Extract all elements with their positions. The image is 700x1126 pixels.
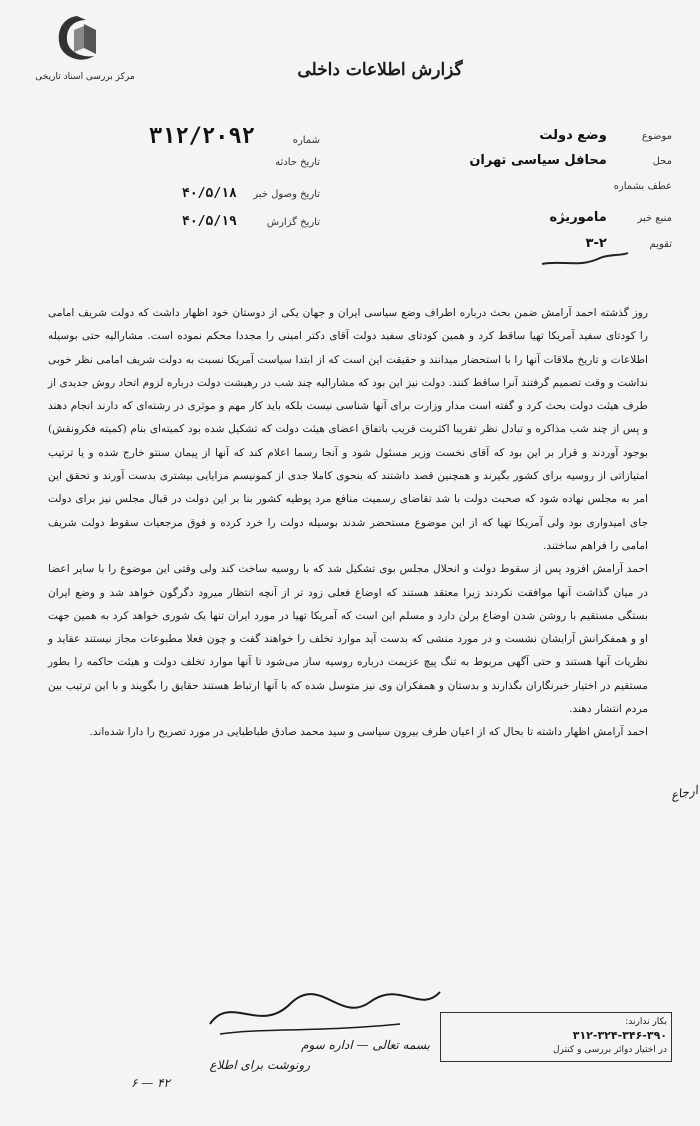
archive-logo [20, 12, 135, 82]
number-value: ۳۱۲/۲۰۹۲ [148, 124, 255, 149]
report-date-value: ۴۰/۵/۱۹ [182, 214, 237, 229]
subject-label: موضوع [641, 131, 672, 142]
place-row [372, 153, 672, 168]
body-paragraph-1: روز گذشته احمد آرامش ضمن بحث درباره اطراف وضع سیاسی ایران و جهان یکی از دوستان خود اظهار داشت که دولت شریف امامی را کودتای سفید آمریکا تهیا ساقط کرد و همین کودتای سفید دولت آقای دکتر امینی را مجددا محکم نموده است. مشارالیه حتی بوسیله اطلاعات و تاریخ ملاقات آنها را با استحضار میدانند و حقیقت این است که از ابتدا سیاست آمریکا نسبت به دولت شریف امامی نظر خوبی نداشت و وقت تصمیم گرفتند آنرا ساقط کنند. دولت نیز این بود که مشارالیه چند شب در رهیشت دولت درباره لزوم اتحاد روش جدیدی از طرف هیئت دولت بحث کرد و گفته است مدار وزارت برای آنها شناسی نیست بلکه باید کار مهم و موثری در رشته‌ای که دارند انجام دهند و پس از چند شب مذاکره و تبادل نظر تقریبا اکثریت قریب باتفاق اعضای هیئت دولت که تشکیل شده بود کمیته‌ای بنام (کمیته فکرونقش) بوجود آوردند و قرار بر این بود که آقای نخست وزیر مسئول شود و آنجا رسما اعلام کند که آنها از پیمان سنتو خارج شده و یا ترتیب امتیازاتی از روسیه برای کشور بگیرند و همچنین قصد داشتند که بنحوی کاملا جدی از کمونیسم مزایایی بیشتری بدست آورند و تحقق این امر به مجلس نهاده شود که صحبت دولت با شد تقاضای رسمیت منافع مرد پوطیه کشور بنا بر این دولت در قبال مجلس نیز برای دولت جای امیدواری بود ولی آمریکا تهیا که از این موضوع مستحضر شدند بوسیله دولت را خرد کرده و فوق مرجعیات سقوط دولت شریف امامی را فراهم ساختند. [48, 307, 648, 552]
source-row [372, 210, 672, 225]
body-paragraph-2: احمد آرامش افزود پس از سقوط دولت و انحلال مجلس بوی تشکیل شد که با روسیه ساخت کند ولی وقتی این موضوع را با سایر اعضا در میان گذاشت آنها موافقت نکردند زیرا معتقد هستند که اوضاع فعلی زود تر از آنچه انتظار میرود دگرگون خواهد شد و وضع ایران بستگی مستقیم با روشن شدن اوضاع برلن دارد و مسلم این است که آمریکا تهیا در مورد ایران تنها یک شوری خواهد کرد به همین جهت او و همفکرانش آرایشان نشست و در مورد منشی که بدست آید موارد تخلف را خواهند گفت و چون فعلا مطبوعات مجاز نیستند عقاید و نظریات آنها هستند و حتی آگهی مربوط به تنگ پیچ عزیمت درباره روسیه ساز می‌شود تا آنها موارد تخلف دولت و هیئت حاکمه را بطور مستقیم در اختیار خبرنگاران بگذارند و بدستان و همفکران وی نیز متوسل شده که با آنها ارتباط هستند حقایق را بگویند و با این ترتیب بین مردم انتشار دهند. [48, 563, 649, 716]
subject-value: وضع دولت [539, 128, 607, 143]
body-paragraph-3: احمد آرامش اظهار داشته تا بحال که از اعیان طرف بیرون سیاسی و سید محمد صادق طباطبایی در مورد تصریح را دارا شده‌اند. [89, 726, 648, 739]
place-value: محافل سیاسی تهران [469, 153, 607, 168]
grade-label: تقویم [649, 239, 672, 250]
distribution-line-2: ۳۱۲-۳۲۴-۳۴۶-۳۹۰ [572, 1029, 667, 1042]
place-label: محل [652, 156, 672, 167]
signature-line-1: بسمه تعالی — اداره سوم [301, 1038, 430, 1052]
reference-label: عطف بشماره [613, 181, 672, 192]
distribution-line-1: بکار ندارند: [625, 1017, 667, 1027]
source-label: منبع خبر [637, 213, 672, 224]
event-date-row [50, 157, 320, 168]
margin-note: ارجاع [669, 783, 700, 803]
grade-value: ۳-۲ [585, 236, 607, 251]
signature-line-2: رونوشت برای اطلاع [209, 1058, 310, 1072]
receive-date-value: ۴۰/۵/۱۸ [182, 186, 237, 201]
number-label: شماره [292, 135, 320, 146]
subject-row [372, 128, 672, 143]
reference-row [372, 181, 672, 192]
distribution-box [440, 1012, 672, 1062]
event-date-label: تاریخ حادثه [275, 157, 320, 168]
report-body [48, 302, 648, 745]
source-value: ماموریژه [549, 210, 607, 225]
report-date-row [50, 214, 320, 229]
distribution-line-3: در اختیار دوائر بررسی و کنترل [553, 1045, 667, 1055]
number-row [50, 124, 320, 149]
grade-row [372, 236, 672, 251]
report-date-label: تاریخ گزارش [266, 217, 320, 228]
receive-date-label: تاریخ وصول خبر [253, 189, 320, 200]
archive-name: مرکز بررسی اسناد تاریخی [35, 72, 135, 82]
handwritten-signature-scribble [200, 984, 450, 1044]
receive-date-row [50, 186, 320, 201]
signature-line-3: ۴۲ — ۶ [131, 1076, 170, 1090]
archive-emblem-icon [52, 12, 102, 67]
grade-underline-scribble [540, 250, 630, 270]
report-title: گزارش اطلاعات داخلی [297, 60, 463, 80]
